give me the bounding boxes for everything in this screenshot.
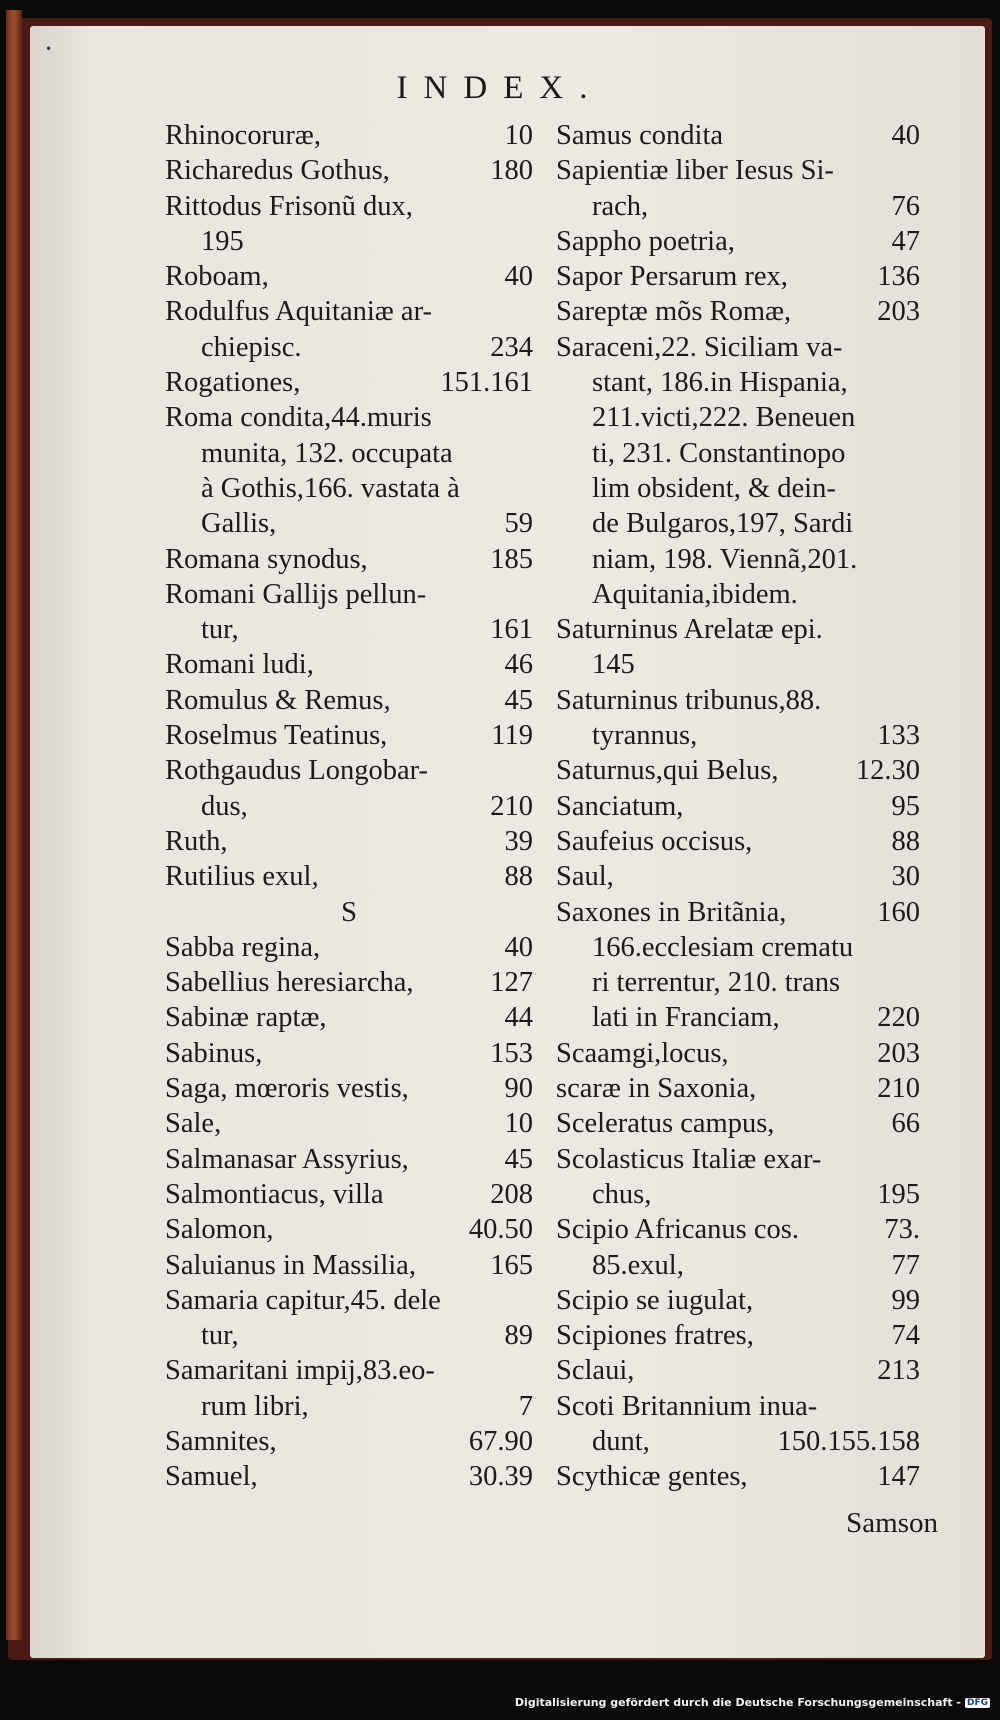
running-head: INDEX. bbox=[396, 70, 604, 106]
entry-page-ref: 234 bbox=[490, 331, 533, 363]
entry-term: niam, 198. Viennã,201. bbox=[592, 543, 858, 575]
entry-term: Roboam, bbox=[165, 261, 269, 293]
entry-term: Gallis, bbox=[201, 508, 277, 540]
entry-term: lati in Franciam, bbox=[592, 1002, 780, 1034]
entry-page-ref: 40 bbox=[504, 261, 533, 293]
entry-term: Scythicæ gentes, bbox=[556, 1461, 748, 1493]
index-entry bbox=[165, 118, 533, 153]
entry-term: Sabinæ raptæ, bbox=[165, 1002, 327, 1034]
index-entry bbox=[556, 189, 920, 224]
entry-term: de Bulgaros,197, Sardi bbox=[592, 508, 854, 540]
index-entry bbox=[165, 365, 533, 400]
index-entry bbox=[165, 1424, 533, 1459]
entry-term: tyrannus, bbox=[592, 720, 698, 752]
entry-page-ref: 133 bbox=[877, 720, 920, 752]
entry-term: Sabinus, bbox=[165, 1037, 263, 1069]
index-entry bbox=[556, 365, 920, 400]
index-entry bbox=[165, 1283, 533, 1318]
index-entry bbox=[556, 612, 920, 647]
index-entry bbox=[165, 753, 533, 788]
index-entry bbox=[165, 859, 533, 894]
index-entry bbox=[556, 718, 920, 753]
index-entry bbox=[556, 1212, 920, 1247]
entry-term: Aquitania,ibidem. bbox=[592, 578, 798, 610]
index-entry bbox=[556, 330, 920, 365]
index-entry bbox=[556, 1283, 920, 1318]
entry-term: Sale, bbox=[165, 1108, 222, 1140]
entry-page-ref: 208 bbox=[490, 1178, 533, 1210]
index-entry bbox=[165, 506, 533, 541]
entry-page-ref: 12.30 bbox=[855, 755, 920, 787]
entry-page-ref: 67.90 bbox=[468, 1425, 533, 1457]
index-entry bbox=[556, 1142, 920, 1177]
index-entry bbox=[165, 965, 533, 1000]
index-entry bbox=[165, 824, 533, 859]
index-entry bbox=[165, 1071, 533, 1106]
entry-term: Rogationes, bbox=[165, 367, 301, 399]
entry-term: Roma condita,44.muris bbox=[165, 402, 432, 434]
entry-term: Samuel, bbox=[165, 1461, 258, 1493]
index-entry bbox=[556, 118, 920, 153]
index-entry bbox=[165, 436, 533, 471]
entry-page-ref: 210 bbox=[877, 1073, 920, 1105]
index-entry bbox=[556, 753, 920, 788]
index-entry bbox=[556, 895, 920, 930]
index-entry bbox=[165, 1142, 533, 1177]
index-entry bbox=[165, 647, 533, 682]
index-entry bbox=[556, 1389, 920, 1424]
entry-page-ref: 30 bbox=[891, 861, 920, 893]
catchword: Samson bbox=[846, 1507, 938, 1539]
index-entry bbox=[165, 189, 533, 224]
index-entry bbox=[556, 683, 920, 718]
entry-term: Rhinocoruræ, bbox=[165, 120, 321, 151]
entry-term: Saul, bbox=[556, 861, 614, 893]
index-entry bbox=[556, 153, 920, 188]
entry-term: Samus condita bbox=[556, 120, 724, 151]
entry-page-ref: 40 bbox=[504, 931, 533, 963]
index-entry bbox=[165, 1318, 533, 1353]
entry-term: Sareptæ mõs Romæ, bbox=[556, 296, 792, 328]
entry-term: 85.exul, bbox=[592, 1249, 684, 1281]
entry-term: dus, bbox=[201, 790, 248, 822]
entry-page-ref: 151.161 bbox=[440, 367, 533, 399]
index-entry bbox=[165, 1212, 533, 1247]
entry-page-ref: 59 bbox=[504, 508, 533, 540]
index-entry bbox=[165, 1177, 533, 1212]
index-entry bbox=[165, 612, 533, 647]
entry-term: Scipio se iugulat, bbox=[556, 1284, 754, 1316]
entry-page-ref: 210 bbox=[490, 790, 533, 822]
index-entry bbox=[556, 1459, 920, 1494]
entry-term: Saga, mœroris vestis, bbox=[165, 1073, 409, 1105]
entry-page-ref: 7 bbox=[518, 1390, 533, 1422]
entry-term: tur, bbox=[201, 1320, 239, 1352]
entry-term: Ruth, bbox=[165, 825, 228, 857]
index-entry bbox=[556, 471, 920, 506]
entry-page-ref: 10 bbox=[504, 120, 533, 151]
index-entry bbox=[556, 1106, 920, 1141]
entry-page-ref: 10 bbox=[504, 1108, 533, 1140]
entry-page-ref: 119 bbox=[491, 720, 533, 752]
index-entry bbox=[165, 718, 533, 753]
entry-page-ref: 89 bbox=[504, 1320, 533, 1352]
index-entry bbox=[556, 930, 920, 965]
entry-term: 166.ecclesiam crematu bbox=[592, 931, 854, 963]
entry-page-ref: 127 bbox=[490, 967, 533, 999]
index-entry bbox=[165, 1106, 533, 1141]
entry-page-ref: 90 bbox=[504, 1073, 533, 1105]
entry-term: Saraceni,22. Siciliam va- bbox=[556, 331, 843, 363]
entry-page-ref: 30.39 bbox=[468, 1461, 533, 1493]
entry-page-ref: 150.155.158 bbox=[777, 1425, 920, 1457]
entry-term: Romani Gallijs pellun- bbox=[165, 578, 427, 610]
entry-term: Salmanasar Assyrius, bbox=[165, 1143, 409, 1175]
page-edge bbox=[6, 10, 22, 1640]
entry-page-ref: 40 bbox=[891, 120, 920, 151]
entry-term: stant, 186.in Hispania, bbox=[592, 367, 848, 399]
entry-term: chiepisc. bbox=[201, 331, 302, 363]
entry-term: rum libri, bbox=[201, 1390, 309, 1422]
entry-term: Scaamgi,locus, bbox=[556, 1037, 729, 1069]
entry-page-ref: 66 bbox=[891, 1108, 920, 1140]
entry-term: Rutilius exul, bbox=[165, 861, 319, 893]
entry-page-ref: 160 bbox=[877, 896, 920, 928]
index-entry bbox=[165, 577, 533, 612]
index-entry bbox=[165, 294, 533, 329]
entry-page-ref: 73. bbox=[884, 1214, 920, 1246]
entry-term: Sapor Persarum rex, bbox=[556, 261, 788, 293]
section-letter bbox=[165, 895, 533, 930]
entry-term: ti, 231. Constantinopo bbox=[592, 437, 846, 469]
entry-term: Sappho poetria, bbox=[556, 225, 735, 257]
index-entry bbox=[165, 1248, 533, 1283]
footer-text: Digitalisierung gefördert durch die Deutsche Forschungsgemeinschaft - bbox=[514, 1696, 961, 1709]
entry-term: Saturnus,qui Belus, bbox=[556, 755, 779, 787]
entry-page-ref: 95 bbox=[891, 790, 920, 822]
entry-page-ref: 76 bbox=[891, 190, 920, 222]
entry-term: chus, bbox=[592, 1178, 652, 1210]
entry-term: Sabellius heresiarcha, bbox=[165, 967, 414, 999]
entry-term: Rittodus Frisonũ dux, bbox=[165, 190, 413, 222]
index-column-left bbox=[165, 118, 533, 1495]
entry-term: Scolasticus Italiæ exar- bbox=[556, 1143, 822, 1175]
entry-term: Saxones in Britãnia, bbox=[556, 896, 787, 928]
index-entry bbox=[556, 577, 920, 612]
index-entry bbox=[556, 542, 920, 577]
entry-page-ref: 195 bbox=[877, 1178, 920, 1210]
entry-term: lim obsident, & dein- bbox=[592, 472, 836, 504]
index-entry bbox=[556, 1177, 920, 1212]
index-entry bbox=[556, 400, 920, 435]
entry-term: munita, 132. occupata bbox=[201, 437, 453, 469]
entry-term: Romani ludi, bbox=[165, 649, 314, 681]
index-entry bbox=[165, 1389, 533, 1424]
entry-page-ref: 185 bbox=[490, 543, 533, 575]
entry-term: Scoti Britannium inua- bbox=[556, 1390, 818, 1422]
entry-term: Richaredus Gothus, bbox=[165, 155, 390, 187]
entry-page-ref: 46 bbox=[504, 649, 533, 681]
entry-term: Samaritani impij,83.eo- bbox=[165, 1355, 435, 1387]
index-entry bbox=[165, 789, 533, 824]
entry-term: S bbox=[341, 896, 357, 928]
entry-term: Samaria capitur,45. dele bbox=[165, 1284, 441, 1316]
entry-term: 145 bbox=[592, 649, 635, 681]
entry-page-ref: 44 bbox=[504, 1002, 533, 1034]
entry-page-ref: 99 bbox=[891, 1284, 920, 1316]
entry-page-ref: 40.50 bbox=[468, 1214, 533, 1246]
index-entry bbox=[165, 1000, 533, 1035]
entry-page-ref: 203 bbox=[877, 1037, 920, 1069]
entry-term: 195 bbox=[201, 225, 244, 257]
entry-page-ref: 147 bbox=[877, 1461, 920, 1493]
index-entry bbox=[556, 1248, 920, 1283]
index-entry bbox=[165, 1353, 533, 1388]
entry-term: Saturninus tribunus,88. bbox=[556, 684, 822, 716]
entry-term: dunt, bbox=[592, 1425, 650, 1457]
entry-term: Sclaui, bbox=[556, 1355, 635, 1387]
index-entry bbox=[165, 1036, 533, 1071]
index-entry bbox=[556, 1318, 920, 1353]
index-entry bbox=[556, 436, 920, 471]
entry-page-ref: 88 bbox=[891, 825, 920, 857]
index-entry bbox=[165, 930, 533, 965]
entry-page-ref: 203 bbox=[877, 296, 920, 328]
entry-term: 211.victi,222. Beneuen bbox=[592, 402, 856, 434]
entry-term: Sapientiæ liber Iesus Si- bbox=[556, 155, 834, 187]
entry-page-ref: 180 bbox=[490, 155, 533, 187]
entry-page-ref: 136 bbox=[877, 261, 920, 293]
entry-term: Sabba regina, bbox=[165, 931, 321, 963]
entry-term: Sanciatum, bbox=[556, 790, 684, 822]
entry-term: Saturninus Arelatæ epi. bbox=[556, 614, 823, 646]
footer-credit bbox=[515, 1696, 990, 1709]
entry-page-ref: 45 bbox=[504, 684, 533, 716]
index-entry bbox=[556, 789, 920, 824]
entry-term: scaræ in Saxonia, bbox=[556, 1073, 757, 1105]
entry-term: Samnites, bbox=[165, 1425, 277, 1457]
index-entry bbox=[556, 647, 920, 682]
entry-page-ref: 220 bbox=[877, 1002, 920, 1034]
index-entry bbox=[556, 224, 920, 259]
index-entry bbox=[165, 471, 533, 506]
entry-page-ref: 213 bbox=[877, 1355, 920, 1387]
index-entry bbox=[556, 965, 920, 1000]
entry-page-ref: 47 bbox=[891, 225, 920, 257]
index-entry bbox=[165, 1459, 533, 1494]
index-entry bbox=[165, 542, 533, 577]
entry-term: Scipio Africanus cos. bbox=[556, 1214, 800, 1246]
index-entry bbox=[556, 1424, 920, 1459]
entry-page-ref: 39 bbox=[504, 825, 533, 857]
index-entry bbox=[556, 824, 920, 859]
index-entry bbox=[165, 224, 533, 259]
entry-term: tur, bbox=[201, 614, 239, 646]
index-entry bbox=[165, 330, 533, 365]
dfg-logo: DFG bbox=[966, 1697, 988, 1708]
entry-term: rach, bbox=[592, 190, 649, 222]
entry-page-ref: 153 bbox=[490, 1037, 533, 1069]
entry-term: Scipiones fratres, bbox=[556, 1320, 754, 1352]
index-entry bbox=[556, 506, 920, 541]
index-entry bbox=[556, 259, 920, 294]
entry-page-ref: 45 bbox=[504, 1143, 533, 1175]
entry-term: ri terrentur, 210. trans bbox=[592, 967, 841, 999]
entry-term: Romulus & Remus, bbox=[165, 684, 391, 716]
entry-page-ref: 74 bbox=[891, 1320, 920, 1352]
entry-page-ref: 77 bbox=[891, 1249, 920, 1281]
entry-term: Rodulfus Aquitaniæ ar- bbox=[165, 296, 432, 328]
index-entry bbox=[165, 259, 533, 294]
index-entry bbox=[556, 1000, 920, 1035]
index-entry bbox=[165, 153, 533, 188]
index-column-right bbox=[556, 118, 920, 1495]
entry-page-ref: 165 bbox=[490, 1249, 533, 1281]
entry-term: Saluianus in Massilia, bbox=[165, 1249, 416, 1281]
index-entry bbox=[556, 859, 920, 894]
index-entry bbox=[556, 294, 920, 329]
index-entry bbox=[556, 1353, 920, 1388]
entry-term: Salomon, bbox=[165, 1214, 274, 1246]
index-entry bbox=[556, 1036, 920, 1071]
entry-term: Rothgaudus Longobar- bbox=[165, 755, 429, 787]
ink-speck: • bbox=[45, 42, 53, 56]
entry-page-ref: 88 bbox=[504, 861, 533, 893]
entry-term: Salmontiacus, villa bbox=[165, 1178, 384, 1210]
entry-page-ref: 161 bbox=[490, 614, 533, 646]
index-entry bbox=[165, 400, 533, 435]
entry-term: Romana synodus, bbox=[165, 543, 368, 575]
entry-term: Sceleratus campus, bbox=[556, 1108, 775, 1140]
entry-term: Roselmus Teatinus, bbox=[165, 720, 388, 752]
index-entry bbox=[165, 683, 533, 718]
entry-term: à Gothis,166. vastata à bbox=[201, 472, 460, 504]
index-entry bbox=[556, 1071, 920, 1106]
entry-term: Saufeius occisus, bbox=[556, 825, 753, 857]
